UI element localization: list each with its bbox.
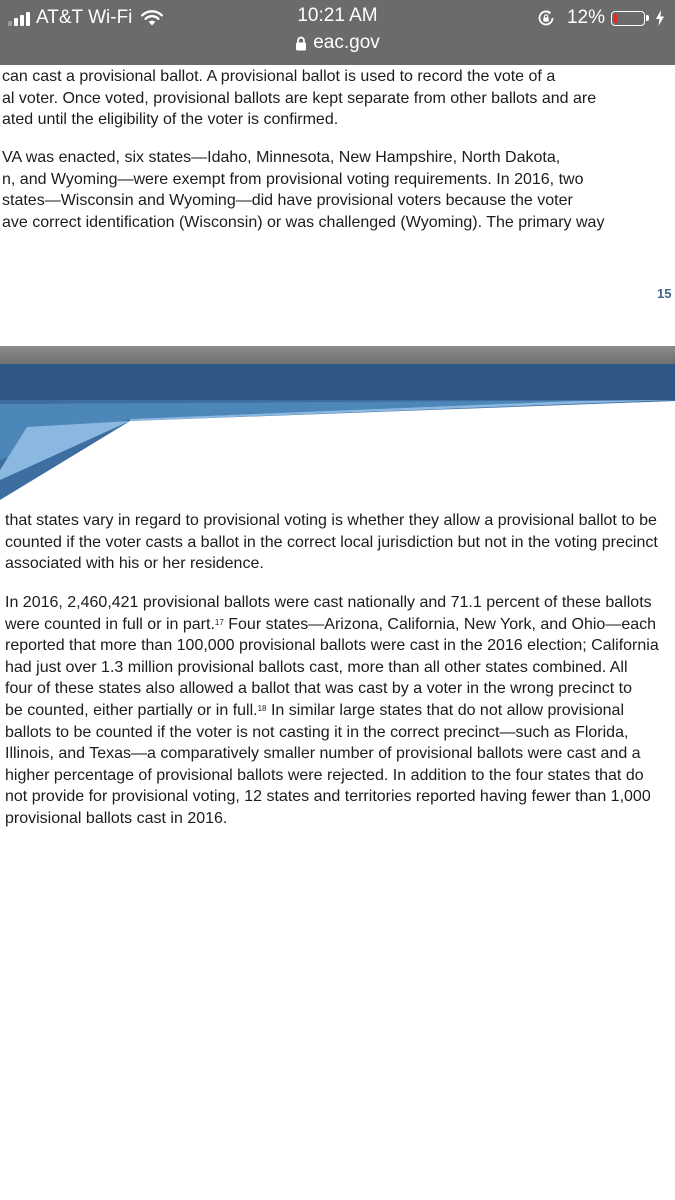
text-line: that states vary in regard to provisional voting is whether they allow a provisional ballot to be <box>5 512 657 529</box>
text-line: VA was enacted, six states—Idaho, Minnesota, New Hampshire, North Dakota, <box>2 149 561 166</box>
text-line: ballots to be counted if the voter is not casting it in the correct precinct—such as Florida, <box>5 723 629 741</box>
status-right <box>537 6 665 30</box>
text-line: had just over 1.3 million provisional ballots cast, more than all other states combined. All <box>5 658 628 676</box>
page-header-banner <box>0 364 675 400</box>
text-line: n, and Wyoming—were exempt from provisional voting requirements. In 2016, two <box>2 170 584 188</box>
text-line: ave correct identification (Wisconsin) or was challenged (Wyoming). The primary way <box>2 213 605 231</box>
clock: 10:21 AM <box>297 5 378 26</box>
text-line: were counted in full or in part.$^{17}$ Four states—Arizona, California, New York, and Ohio—each <box>5 615 657 633</box>
battery-percent: 12% <box>566 7 605 28</box>
text-line: be counted, either partially or in full.$^{18}$ In similar large states that do not allow provisional <box>5 701 625 719</box>
rotation-lock-icon <box>537 9 555 27</box>
url-text: eac.gov <box>313 32 380 53</box>
text-line: states—Wisconsin and Wyoming—did have provisional voters because the voter <box>2 192 573 210</box>
page2-paragraph-2 <box>5 592 659 830</box>
page2-paragraph-1 <box>5 510 658 575</box>
page-separator <box>0 346 675 364</box>
address-bar[interactable] <box>0 32 675 54</box>
text-line: reported that more than 100,000 provisional ballots were cast in the 2016 election; California <box>5 637 659 655</box>
text-line: counted if the voter casts a ballot in the correct local jurisdiction but not in the voting precinct <box>5 533 658 551</box>
text-line: associated with his or her residence. <box>5 555 264 573</box>
page1-paragraph-1 <box>2 66 596 131</box>
carrier-label: AT&T Wi-Fi <box>36 7 133 28</box>
text-line: four of these states also allowed a ballot that was cast by a voter in the wrong precinct to <box>5 680 633 698</box>
text-line: al voter. Once voted, provisional ballots are kept separate from other ballots and are <box>2 89 597 107</box>
text-line: In 2016, 2,460,421 provisional ballots were cast nationally and 71.1 percent of these ballots <box>5 594 652 611</box>
text-line: higher percentage of provisional ballots were rejected. In addition to the four states that do <box>5 766 644 784</box>
text-line: Illinois, and Texas—a comparatively smaller number of provisional ballots were cast and a <box>5 745 641 763</box>
page-header-wedge <box>0 400 675 500</box>
charging-bolt-icon <box>655 10 665 26</box>
text-line: not provide for provisional voting, 12 states and territories reported having fewer than 1,000 <box>5 788 651 806</box>
lock-icon <box>295 36 307 51</box>
battery-fill <box>614 14 617 23</box>
text-line: ated until the eligibility of the voter is confirmed. <box>2 111 339 129</box>
status-bar <box>0 0 675 65</box>
text-line: provisional ballots cast in 2016. <box>5 809 228 827</box>
footnote-ref[interactable]: 18 <box>257 703 267 713</box>
page1-paragraph-2 <box>2 147 604 233</box>
footnote-ref[interactable]: 17 <box>214 617 224 627</box>
text-line: can cast a provisional ballot. A provisional ballot is used to record the vote of a <box>2 68 556 85</box>
page-number: 15 <box>657 286 672 301</box>
battery-icon <box>611 11 645 26</box>
